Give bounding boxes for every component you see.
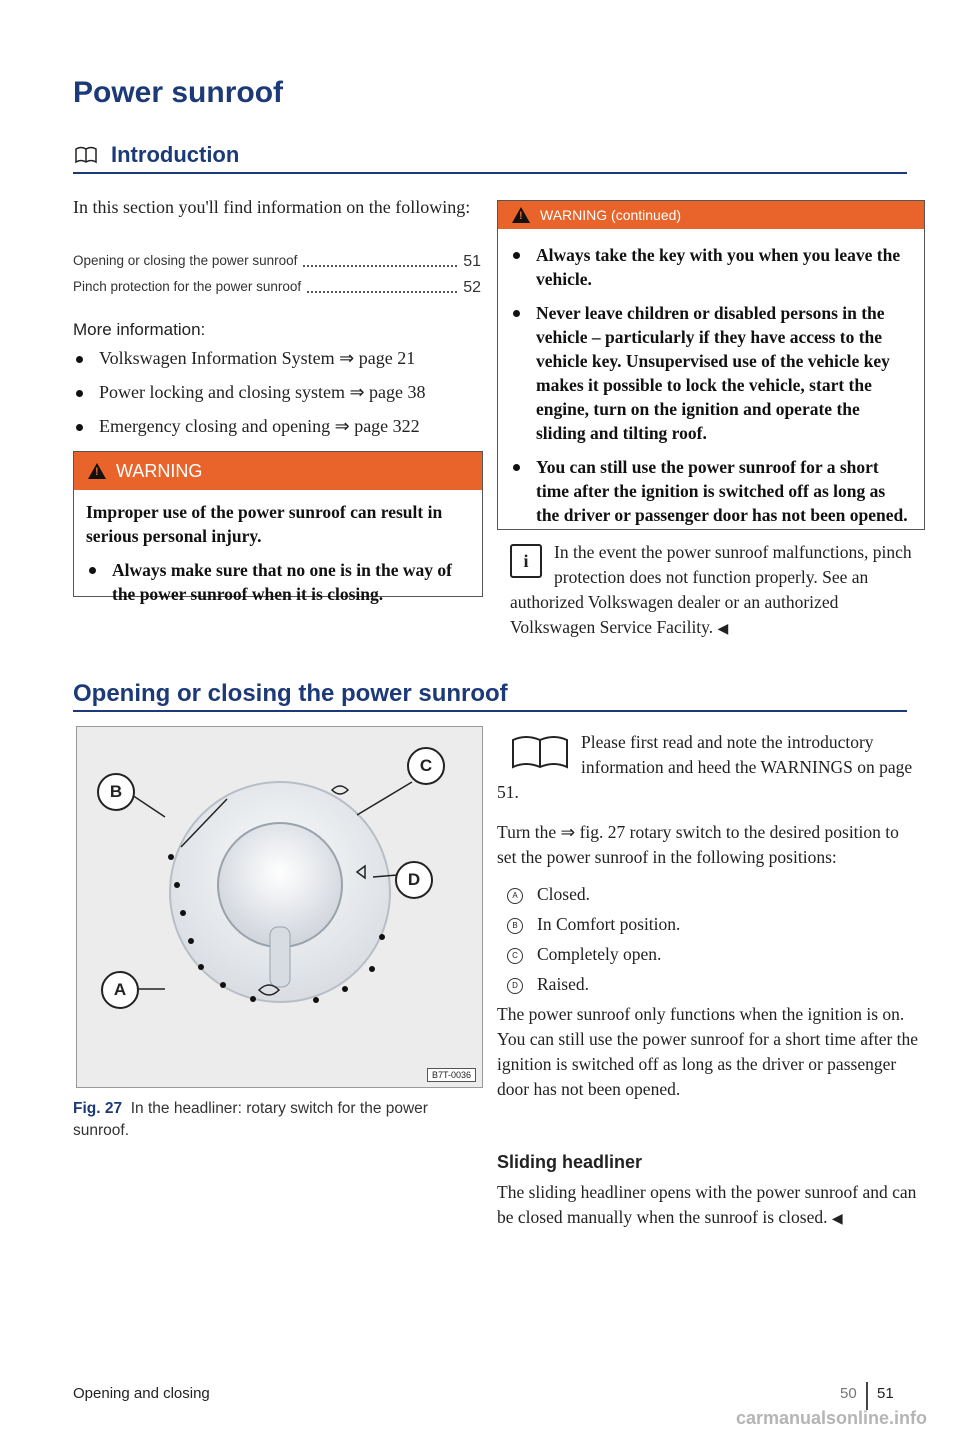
warning-icon <box>512 207 530 223</box>
page-number-left: 50 <box>840 1385 857 1402</box>
list-item: D Raised. <box>507 972 907 997</box>
label-b-icon: B <box>97 773 135 811</box>
intro-rule <box>73 172 907 174</box>
toc-item[interactable]: Pinch protection for the power sunroof 52 <box>73 279 481 296</box>
list-item: B In Comfort position. <box>507 912 907 937</box>
warning-continued-body <box>498 229 924 547</box>
warning-body <box>74 490 482 626</box>
page-divider <box>866 1382 868 1410</box>
intro-text: In this section you'll find information on the following: <box>73 197 471 217</box>
footer-section: Opening and closing <box>73 1385 210 1402</box>
warning-icon <box>88 463 106 479</box>
intro-heading-row <box>75 142 239 168</box>
more-info-heading: More information: <box>73 320 206 339</box>
list-item[interactable]: Emergency closing and opening ⇒ page 322 <box>73 414 483 439</box>
functions-text: The power sunroof only functions when the ignition is on. You can still use the power sunroof for a short time after the ignition is switched off as long as the driver or passenger door has not been opened. <box>497 1004 919 1099</box>
sliding-heading: Sliding headliner <box>497 1152 643 1172</box>
info-note: i In the event the power sunroof malfunctions, pinch protection does not function properly. See an authorized Volkswagen dealer or an authorized Volkswagen Service Facility. ◀ <box>510 542 912 637</box>
list-item[interactable]: Volkswagen Information System ⇒ page 21 <box>73 346 483 371</box>
positions-list <box>507 882 907 997</box>
section-heading: Opening or closing the power sunroof <box>73 680 508 707</box>
warning-bullet: Always take the key with you when you leave the vehicle. <box>510 243 912 291</box>
watermark: carmanualsonline.info <box>736 1408 928 1428</box>
label-a-icon: A <box>101 971 139 1009</box>
read-note: Please first read and note the introductory information and heed the WARNINGS on page 51. <box>497 732 913 802</box>
figure-rotary-switch <box>76 726 483 1088</box>
page-title: Power sunroof <box>73 76 284 109</box>
warning-bullet: Always make sure that no one is in the way of the power sunroof when it is closing. <box>86 558 470 606</box>
position-d-icon: D <box>507 978 523 994</box>
book-icon <box>75 146 97 164</box>
intro-heading: Introduction <box>111 142 240 167</box>
position-b-icon: B <box>507 918 523 934</box>
info-icon: i <box>510 544 542 578</box>
list-item: C Completely open. <box>507 942 907 967</box>
warning-continued-box <box>497 200 925 530</box>
warning-continued-header: ! WARNING (continued) <box>498 201 924 229</box>
label-c-icon: C <box>407 747 445 785</box>
sliding-text: The sliding headliner opens with the power sunroof and can be closed manually when the sunroof is closed. ◀ <box>497 1182 917 1227</box>
label-d-icon: D <box>395 861 433 899</box>
warning-text: Improper use of the power sunroof can result in serious personal injury. <box>86 502 443 546</box>
figure-caption: Fig. 27 In the headliner: rotary switch for the power sunroof. <box>73 1100 428 1139</box>
warning-box <box>73 451 483 604</box>
warning-bullet: You can still use the power sunroof for a short time after the ignition is switched off as long as the driver or passenger door has not been opened. <box>510 455 912 527</box>
page-number-right: 51 <box>877 1385 894 1402</box>
toc-item[interactable]: Opening or closing the power sunroof 51 <box>73 253 481 270</box>
position-c-icon: C <box>507 948 523 964</box>
list-item: A Closed. <box>507 882 907 907</box>
position-a-icon: A <box>507 888 523 904</box>
list-item[interactable]: Power locking and closing system ⇒ page 38 <box>73 380 483 405</box>
section-rule <box>73 710 907 712</box>
figure-code: B7T-0036 <box>427 1068 476 1082</box>
toc-list <box>73 253 481 297</box>
more-info-list <box>73 346 483 439</box>
warning-bullet: Never leave children or disabled persons in the vehicle – particularly if they have access to the vehicle key. Unsupervised use of the vehicle key makes it possible to lock the vehicle, start the engine, turn on the ignition and operate the sliding and tilting roof. <box>510 301 912 445</box>
warning-header: ! WARNING <box>74 452 482 490</box>
turn-text: Turn the ⇒ fig. 27 rotary switch to the desired position to set the power sunroof in the following positions: <box>497 822 899 867</box>
book-icon <box>511 734 569 770</box>
